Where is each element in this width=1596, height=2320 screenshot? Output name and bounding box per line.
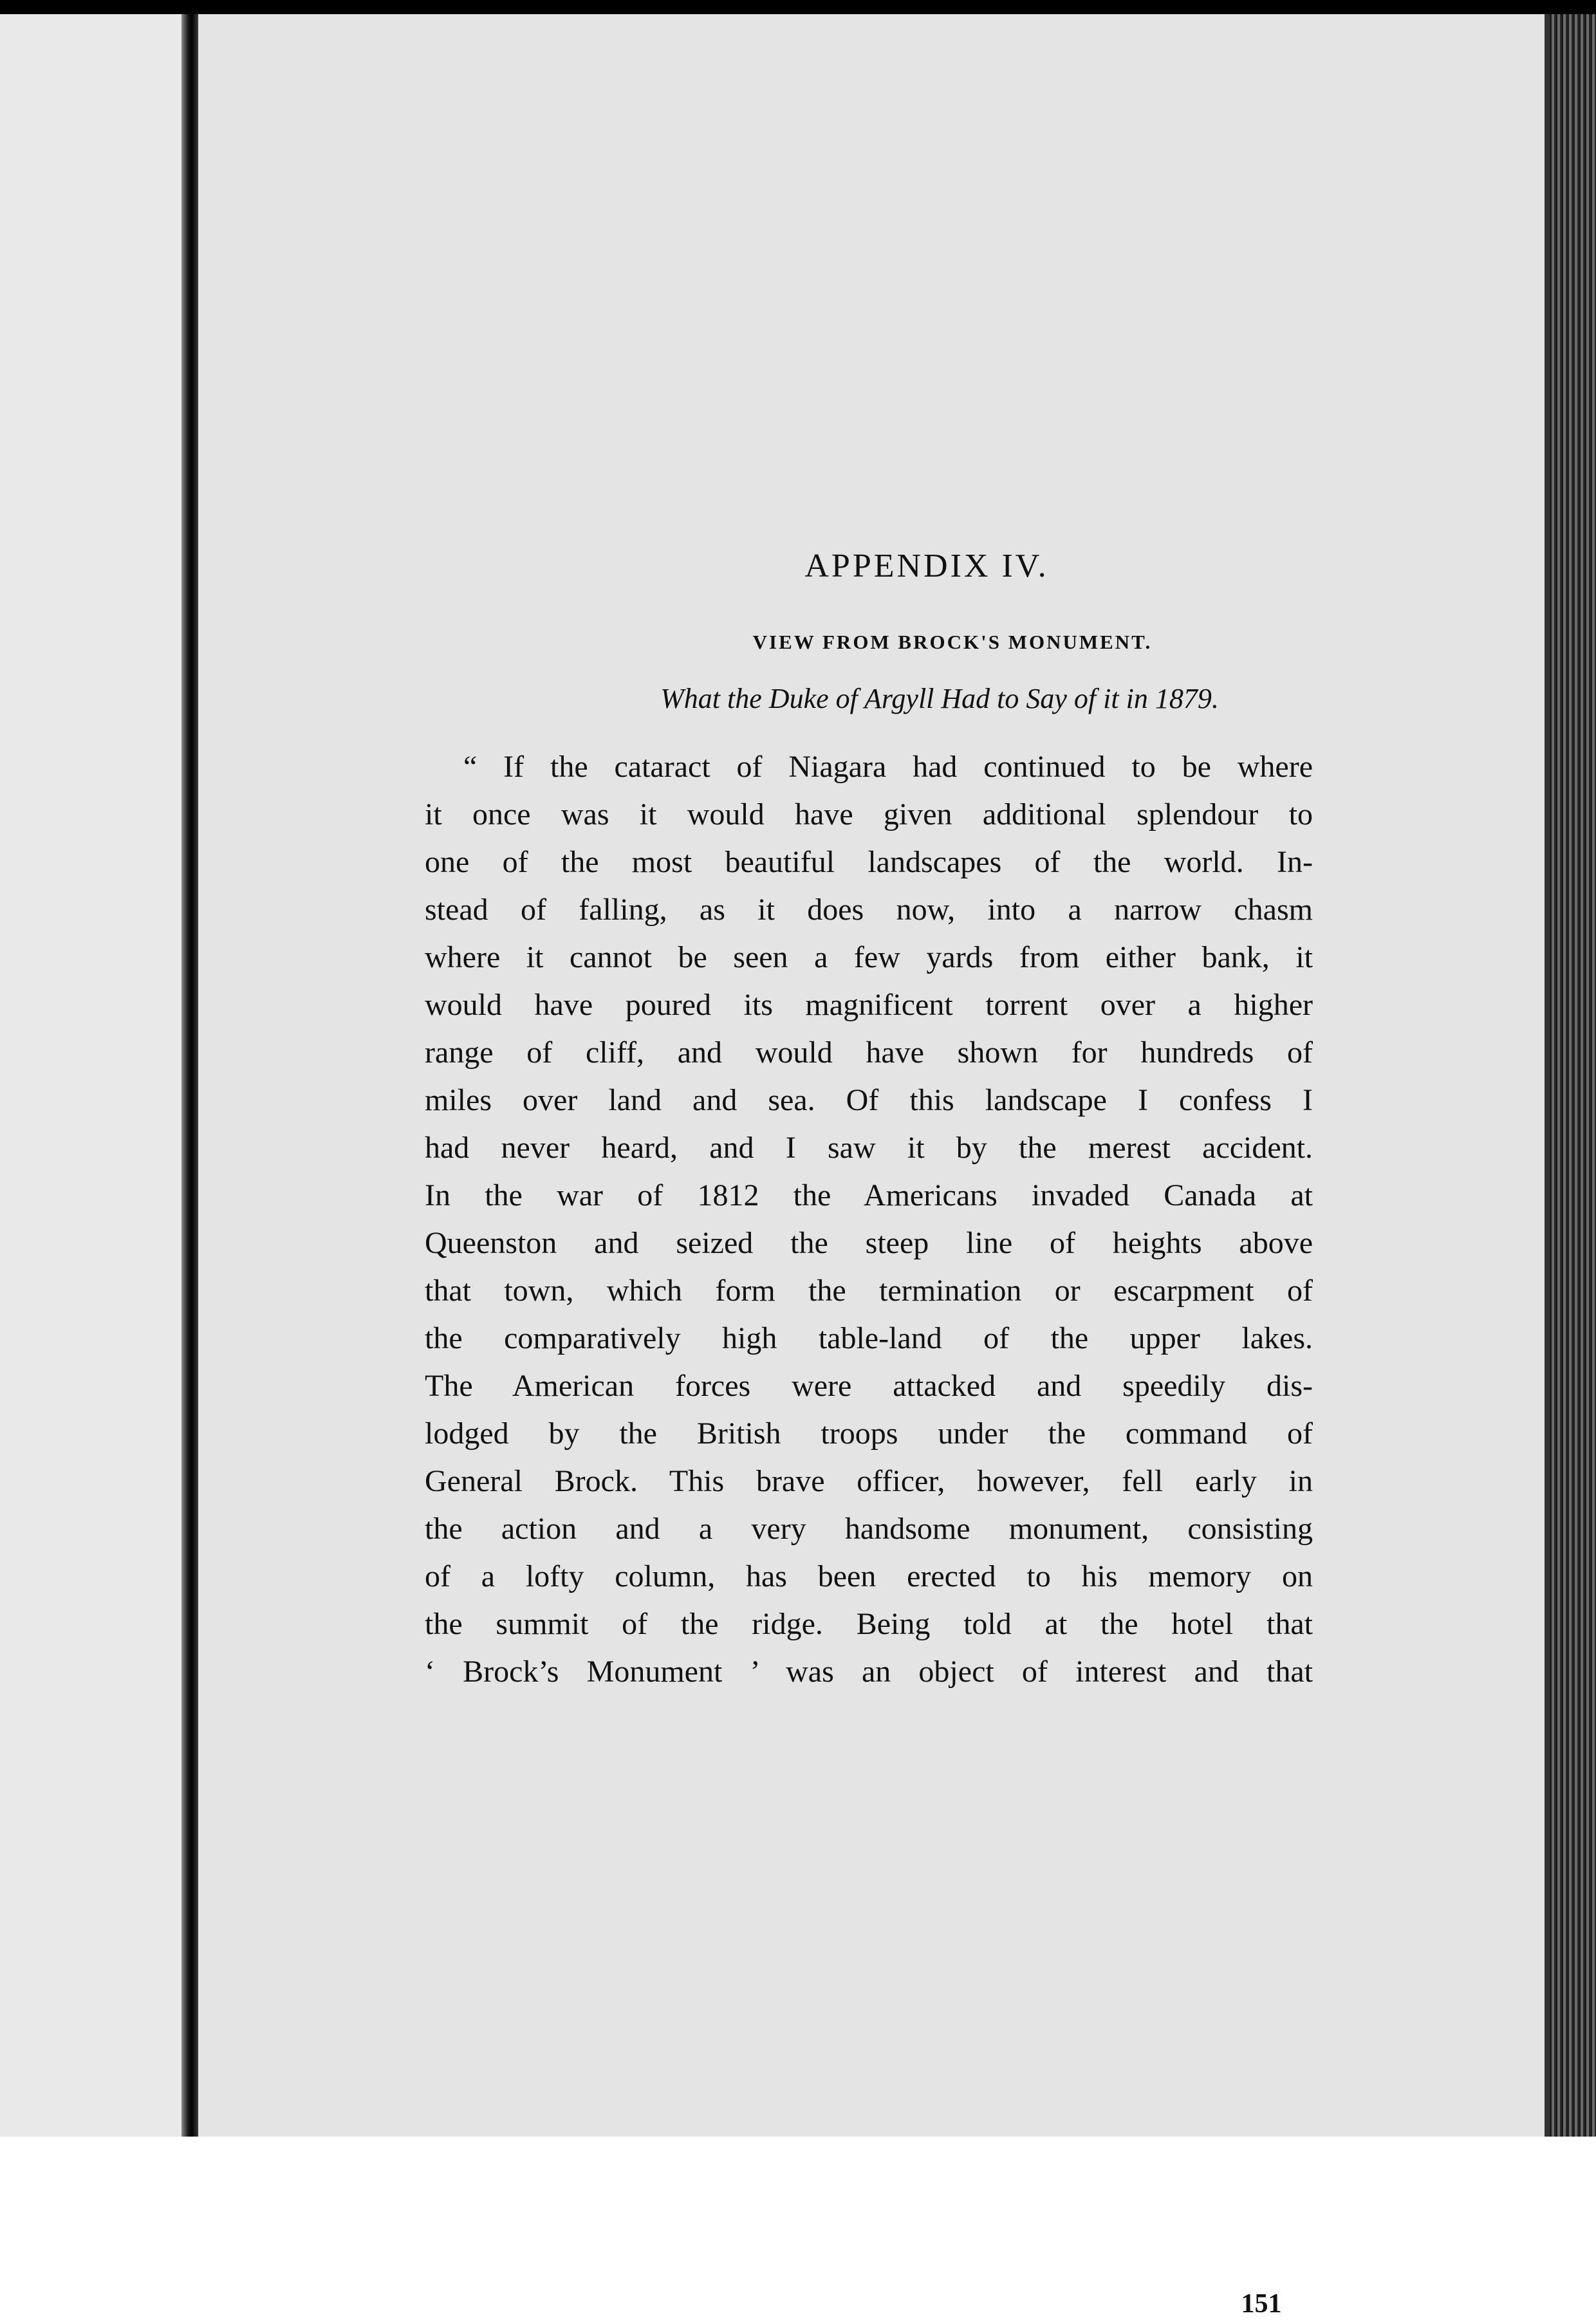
section-title: VIEW FROM BROCK'S MONUMENT. <box>752 631 1153 653</box>
text-line: range of cliff, and would have shown for hundreds of <box>425 1035 1313 1070</box>
page-edge-shadow <box>1545 14 1550 2137</box>
text-line: General Brock. This brave officer, however, fell early in <box>425 1464 1313 1498</box>
page-number: 151 <box>1241 2289 1282 2319</box>
text-line: of a lofty column, has been erected to his memory on <box>425 1559 1313 1593</box>
text-line: In the war of 1812 the Americans invaded Canada at <box>425 1178 1313 1212</box>
text-line: the action and a very handsome monument, consisting <box>425 1512 1313 1546</box>
text-line: “ If the cataract of Niagara had continued to be where <box>463 750 1313 784</box>
text-line: the comparatively high table-land of the upper lakes. <box>425 1321 1313 1355</box>
text-line: the summit of the ridge. Being told at the hotel that <box>425 1607 1313 1641</box>
text-line: had never heard, and I saw it by the merest accident. <box>425 1131 1313 1165</box>
text-line: would have poured its magnificent torrent over a higher <box>425 988 1313 1022</box>
scan-top-border <box>0 0 1596 14</box>
text-line: The American forces were attacked and speedily dis- <box>425 1369 1313 1403</box>
text-line: stead of falling, as it does now, into a narrow chasm <box>425 893 1313 927</box>
book-gutter <box>181 14 198 2137</box>
left-facing-page <box>0 14 181 2137</box>
subtitle: What the Duke of Argyll Had to Say of it in 1879. <box>660 683 1219 714</box>
text-line: ‘ Brock’s Monument ’ was an object of interest and that <box>425 1655 1313 1689</box>
text-line: where it cannot be seen a few yards from either bank, it <box>425 940 1313 974</box>
page-stack-edges <box>1550 14 1596 2137</box>
appendix-title: APPENDIX IV. <box>804 548 1049 584</box>
text-line: Queenston and seized the steep line of heights above <box>425 1226 1313 1260</box>
body-text <box>425 743 1313 1696</box>
text-line: miles over land and sea. Of this landscape I confess I <box>425 1083 1313 1117</box>
text-line: that town, which form the termination or escarpment of <box>425 1274 1313 1308</box>
text-line: one of the most beautiful landscapes of the world. In- <box>425 845 1313 879</box>
text-line: lodged by the British troops under the command of <box>425 1416 1313 1451</box>
text-line: it once was it would have given additional splendour to <box>425 797 1313 831</box>
